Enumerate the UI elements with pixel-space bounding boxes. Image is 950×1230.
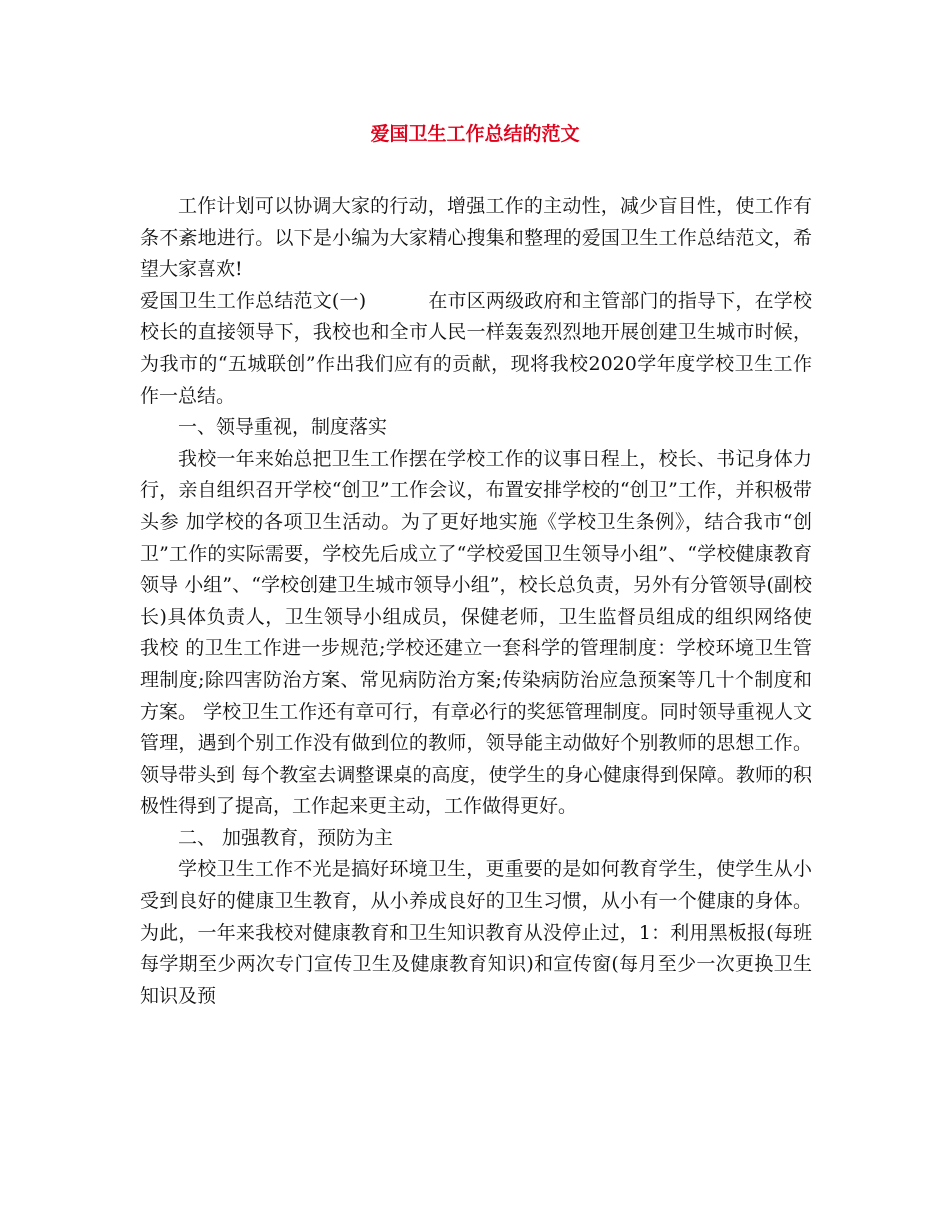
sub-heading: 爱国卫生工作总结范文(一) — [140, 289, 367, 312]
sub-heading-text: 在市区两级政府和主管部门的指导下，在学校校长的直接领导下，我校也和全市人民一样轰轰烈烈地开展创建卫生城市时候，为我市的“五城联创”作出我们应有的贡献，现将我校2020学年度学校卫生工作作一总结。 — [140, 289, 812, 407]
section-1-paragraph: 我校一年来始总把卫生工作摆在学校工作的议事日程上，校长、书记身体力行，亲自组织召开学校“创卫”工作会议，布置安排学校的“创卫”工作，并积极带头参 加学校的各项卫生活动。为了更好地实施《学校卫生条例》，结合我市“创卫”工作的实际需要，学校先后成立了“学校爱国卫生领导小组”、“学校健康教育领导 小组”、“学校创建卫生城市领导小组”，校长总负责，另外有分管领导(副校长)具体负责人，卫生领导小组成员，保健老师，卫生监督员组成的组织网络使我校 的卫生工作进一步规范;学校还建立一套科学的管理制度：学校环境卫生管理制度;除四害防治方案、常见病防治方案;传染病防治应急预案等几十个制度和方案。 学校卫生工作还有章可行，有章必行的奖惩管理制度。同时领导重视人文管理，遇到个别工作没有做到位的教师，领导能主动做好个别教师的思想工作。领导带头到 每个教室去调整课桌的高度，使学生的身心健康得到保障。教师的积极性得到了提高，工作起来更主动，工作做得更好。 — [140, 447, 812, 818]
section-2-paragraph: 学校卫生工作不光是搞好环境卫生，更重要的是如何教育学生，使学生从小受到良好的健康卫生教育，从小养成良好的卫生习惯，从小有一个健康的身体。为此，一年来我校对健康教育和卫生知识教育从没停止过，1：利用黑板报(每班每学期至少两次专门宣传卫生及健康教育知识)和宣传窗(每月至少一次更换卫生知识及预 — [140, 858, 812, 1007]
document-body — [140, 191, 812, 1012]
section-2-heading: 二、 加强教育，预防为主 — [178, 826, 394, 849]
summary-paragraph — [140, 286, 812, 412]
section-1-heading: 一、领导重视，制度落实 — [178, 416, 388, 439]
document-title: 爱国卫生工作总结的范文 — [370, 123, 580, 145]
intro-paragraph: 工作计划可以协调大家的行动，增强工作的主动性，减少盲目性，使工作有条不紊地进行。以下是小编为大家精心搜集和整理的爱国卫生工作总结范文，希望大家喜欢! — [140, 195, 812, 281]
